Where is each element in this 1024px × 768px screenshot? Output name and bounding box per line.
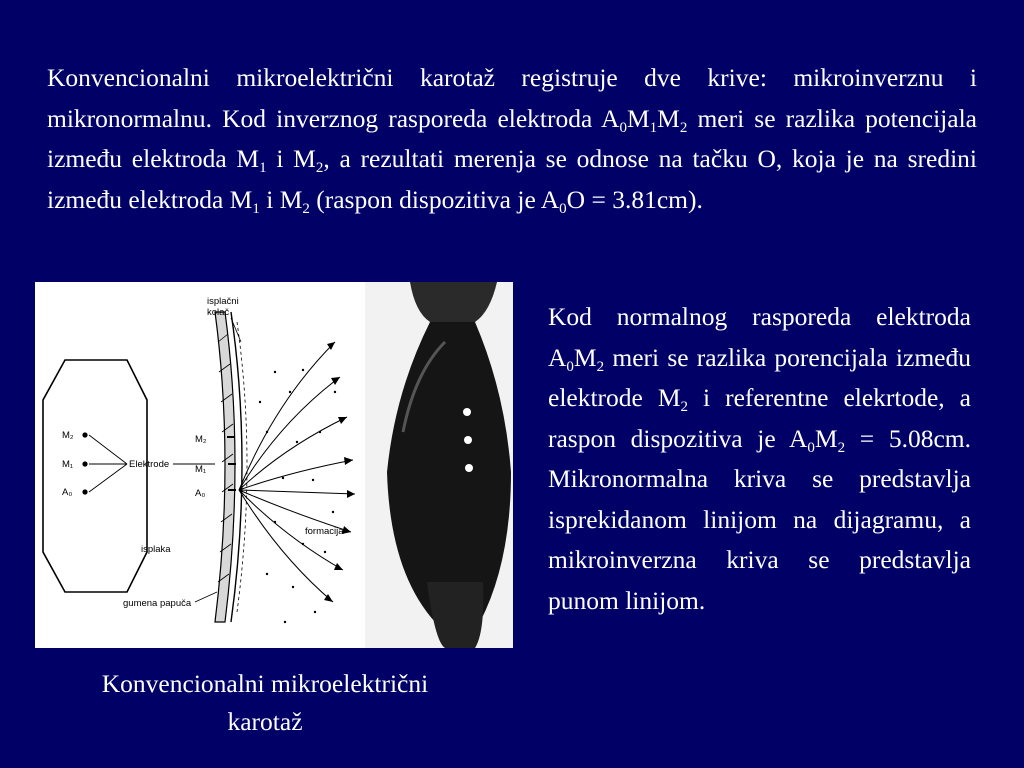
caption-line-2: karotaž [227, 707, 303, 736]
text-segment: M [814, 423, 838, 453]
text-segment: meri se razlika porencijala između elektrode M [548, 342, 971, 412]
electrode-m2-dot [82, 432, 87, 437]
photo-electrode [464, 436, 472, 444]
paragraph-inverse-arrangement [47, 58, 977, 220]
arrowheads [324, 342, 355, 602]
pad-photo [365, 282, 513, 648]
label-isplacni-kolac-1: isplačni [207, 296, 239, 307]
subscript: 2 [837, 439, 846, 456]
text-segment: Kod normalnog rasporeda elektroda A [548, 302, 971, 372]
subscript: 0 [807, 439, 815, 456]
text-segment: meri se razlika potencijala između elektroda M [47, 103, 977, 173]
subscript: 2 [302, 200, 310, 217]
text-segment: M [573, 342, 597, 372]
label-elektrode: Elektrode [129, 459, 170, 470]
label-m2-left: M₂ [62, 430, 74, 441]
subscript: 2 [679, 119, 688, 136]
photo-electrode [463, 408, 471, 416]
text-segment: (raspon dispozitiva je A [309, 184, 560, 214]
text-segment: i M [259, 184, 303, 214]
subscript: 2 [315, 160, 324, 176]
subscript: 2 [680, 399, 689, 415]
leader-line [89, 464, 127, 492]
leader-line [231, 318, 241, 342]
text-segment: i referentne elekrtode, a raspon dispozitiva je A [548, 383, 971, 453]
label-a0-left: A₀ [62, 487, 73, 498]
label-a0-right: A₀ [195, 488, 206, 499]
electrode-m1-dot [82, 461, 87, 466]
leader-line [89, 435, 127, 464]
label-formacija: formacija [305, 526, 344, 537]
label-gumena-papuca: gumena papuča [123, 598, 192, 609]
subscript: 1 [252, 200, 260, 217]
text-segment: O = 3.81cm). [566, 184, 703, 214]
current-lines [239, 342, 355, 602]
label-m1-right: M₁ [195, 464, 207, 475]
label-isplacni-kolac-2: kolač [207, 307, 230, 318]
rubber-pad-outline [43, 360, 147, 592]
text-segment: M [657, 103, 680, 133]
caption-line-1: Konvencionalni mikroelektrični [101, 669, 429, 698]
subscript: 0 [559, 200, 567, 217]
pad-strip [215, 312, 235, 622]
subscript: 0 [619, 119, 627, 136]
subscript: 2 [596, 358, 605, 375]
photo-electrode [465, 464, 473, 472]
label-m2-right: M₂ [195, 434, 207, 445]
text-segment: M [626, 103, 650, 133]
subscript: 1 [649, 119, 658, 136]
leader-line [195, 592, 217, 602]
formation-dots [259, 369, 336, 623]
text-segment: Konvencionalni mikroelektrični karotaž registruje dve krive: mikroinverznu i mikronormalnu. Kod inverznog rasporeda elektroda A [47, 63, 977, 133]
subscript: 0 [566, 358, 574, 375]
microlog-diagram [35, 282, 513, 648]
paragraph-normal-arrangement [548, 297, 971, 621]
label-m1-left: M₁ [62, 459, 74, 470]
subscript: 1 [259, 160, 267, 176]
text-segment: , a rezultati merenja se odnose na tačku O, koja je na sredini između elektroda M [47, 144, 977, 214]
text-segment: i M [266, 144, 316, 173]
microlog-figure [35, 282, 513, 648]
label-isplaka: isplaka [141, 544, 171, 555]
electrode-a0-dot [82, 489, 87, 494]
text-segment: = 5.08cm. Mikronormalna kriva se predstavlja isprekidanom linijom na dijagramu, a mikroinverzna kriva se predstavlja punom linijom. [548, 423, 971, 615]
figure-caption [35, 665, 495, 741]
